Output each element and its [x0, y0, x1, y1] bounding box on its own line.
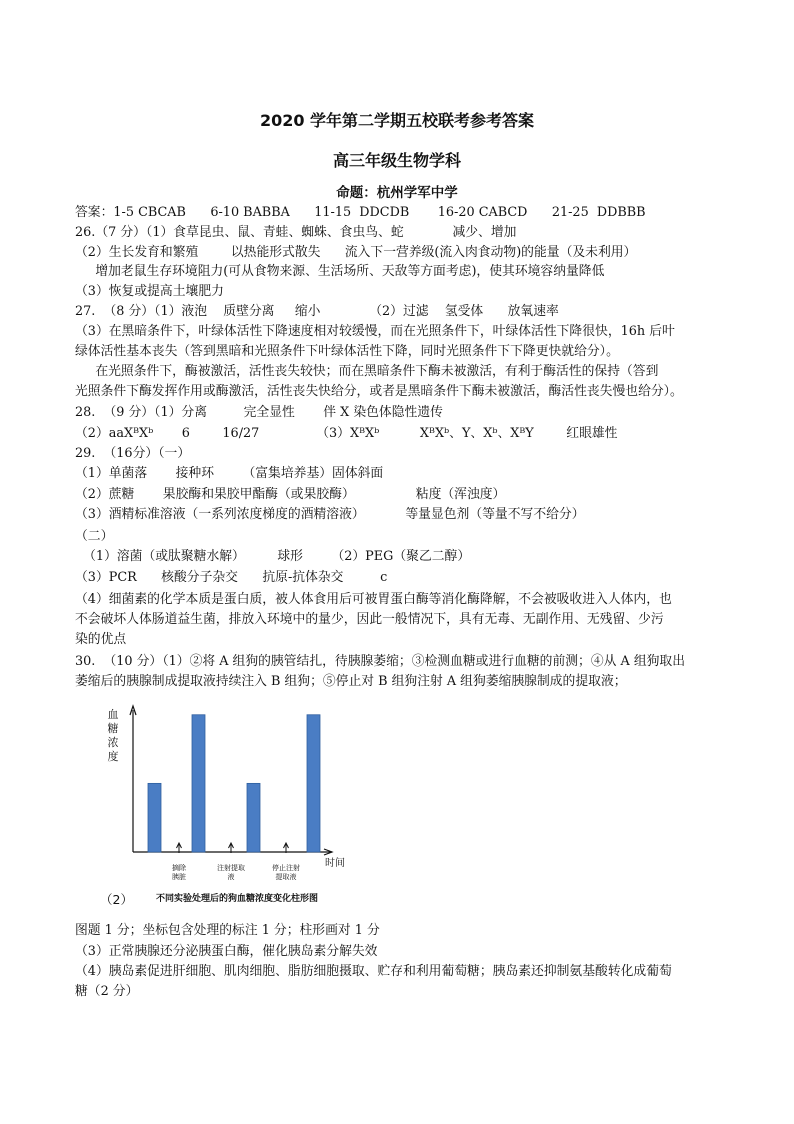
answer-line: 糖（2 分）: [75, 984, 139, 999]
answer-line: （1）溶菌（或肽聚糖水解） 球形 （2）PEG（聚乙二醇）: [75, 549, 471, 564]
answer-line: 29. （16分）（一）: [75, 446, 191, 461]
answer-line: 27. （8 分）（1）液泡 质壁分离 缩小 （2）过滤 氢受体 放氧速率: [75, 304, 559, 319]
page-title: 2020 学年第二学期五校联考参考答案: [259, 111, 535, 130]
bar-4: [307, 715, 320, 852]
answer-line: （4）胰岛素促进肝细胞、肌肉细胞、脂肪细胞摄取、贮存和利用葡萄糖；胰岛素还抑制氨基酸转化成葡萄: [75, 964, 672, 979]
answer-line: （2）蔗糖 果胶酶和果胶甲酯酶（或果胶酶） 粘度（浑浊度）: [75, 487, 506, 502]
answer-line: 28. （9 分）（1）分离 完全显性 伴 X 染色体隐性遗传: [75, 405, 443, 420]
answer-line: 在光照条件下，酶被激活，活性丧失较快；而在黑暗条件下酶未被激活，有利于酶活性的保持（答到: [75, 364, 659, 379]
answer-line: 光照条件下酶发挥作用或酶激活，活性丧失快给分，或者是黑暗条件下酶未被激活，酶活性丧失慢也给分）。: [75, 384, 683, 399]
answer-line: （1）单菌落 接种环 （富集培养基）固体斜面: [75, 466, 384, 481]
bar-1: [148, 783, 161, 852]
y-axis-label: 血糖浓度: [107, 708, 119, 763]
answer-line: 30. （10 分）（1）②将 A 组狗的胰管结扎，待胰腺萎缩；③检测血糖或进行血糖的前测；④从 A 组狗取出: [75, 654, 686, 669]
answer-line: 增加老鼠生存环境阻力(可从食物来源、生活场所、天敌等方面考虑)，使其环境容纳量降低: [75, 264, 605, 279]
answer-line: （3）正常胰腺还分泌胰蛋白酶，催化胰岛素分解失效: [75, 944, 378, 959]
chart-title: 不同实验处理后的狗血糖浓度变化柱形图: [155, 894, 319, 904]
answer-line: （2）aaXᴮXᵇ 6 16/27 （3）XᴮXᵇ XᴮXᵇ、Y、Xᵇ、XᴮY 红眼雄性: [75, 426, 618, 441]
author-line: 命题：杭州学军中学: [336, 185, 458, 201]
answer-line: （2）生长发育和繁殖 以热能形式散失 流入下一营养级(流入肉食动物)的能量（及未利用）: [75, 245, 637, 260]
bar-2: [192, 715, 205, 852]
answer-line: （3）恢复或提高土壤肥力: [75, 284, 224, 299]
answer-line: （3）在黑暗条件下，叶绿体活性下降速度相对较缓慢，而在光照条件下，叶绿体活性下降很快，16h 后叶: [75, 324, 675, 339]
answer-line: 答案：1-5 CBCAB 6-10 BABBA 11-15 DDCDB 16-20 CABCD 21-25 DDBBB: [75, 205, 646, 220]
answer-line: 图题 1 分；坐标包含处理的标注 1 分；柱形画对 1 分: [75, 923, 380, 938]
x-axis-label: 时间: [325, 858, 345, 869]
answer-line: （3）PCR 核酸分子杂交 抗原-抗体杂交 c: [75, 570, 388, 585]
answer-line: （3）酒精标准溶液（一系列浓度梯度的酒精溶液） 等量显色剂（等量不写不给分）: [75, 507, 585, 522]
blood-glucose-bar-chart: [100, 700, 370, 910]
question-label: （2）: [100, 892, 133, 907]
answer-line: （4）细菌素的化学本质是蛋白质，被人体食用后可被胃蛋白酶等消化酶降解，不会被吸收进入人体内，也: [75, 592, 672, 607]
answer-line: 绿体活性基本丧失（答到黑暗和光照条件下叶绿体活性下降，同时光照条件下下降更快就给分）。: [75, 344, 619, 359]
treatment-label: 停止注射提取液: [272, 864, 300, 881]
answer-line: 不会破坏人体肠道益生菌，排放入环境中的量少，因此一般情况下，具有无毒、无副作用、无残留、少污: [75, 612, 664, 627]
page-subtitle: 高三年级生物学科: [332, 151, 461, 170]
treatment-label: 注射提取液: [217, 864, 245, 881]
answer-line: 染的优点: [75, 632, 127, 647]
answer-line: 萎缩后的胰腺制成提取液持续注入 B 组狗；⑤停止对 B 组狗注射 A 组狗萎缩胰腺制成的提取液；: [75, 674, 627, 689]
answer-line: （二）: [75, 529, 114, 544]
treatment-label: 摘除胰脏: [172, 864, 186, 881]
answer-line: 26.（7 分）（1）食草昆虫、鼠、青蛙、蜘蛛、食虫鸟、蛇 减少、增加: [75, 225, 517, 240]
bar-3: [247, 783, 260, 852]
